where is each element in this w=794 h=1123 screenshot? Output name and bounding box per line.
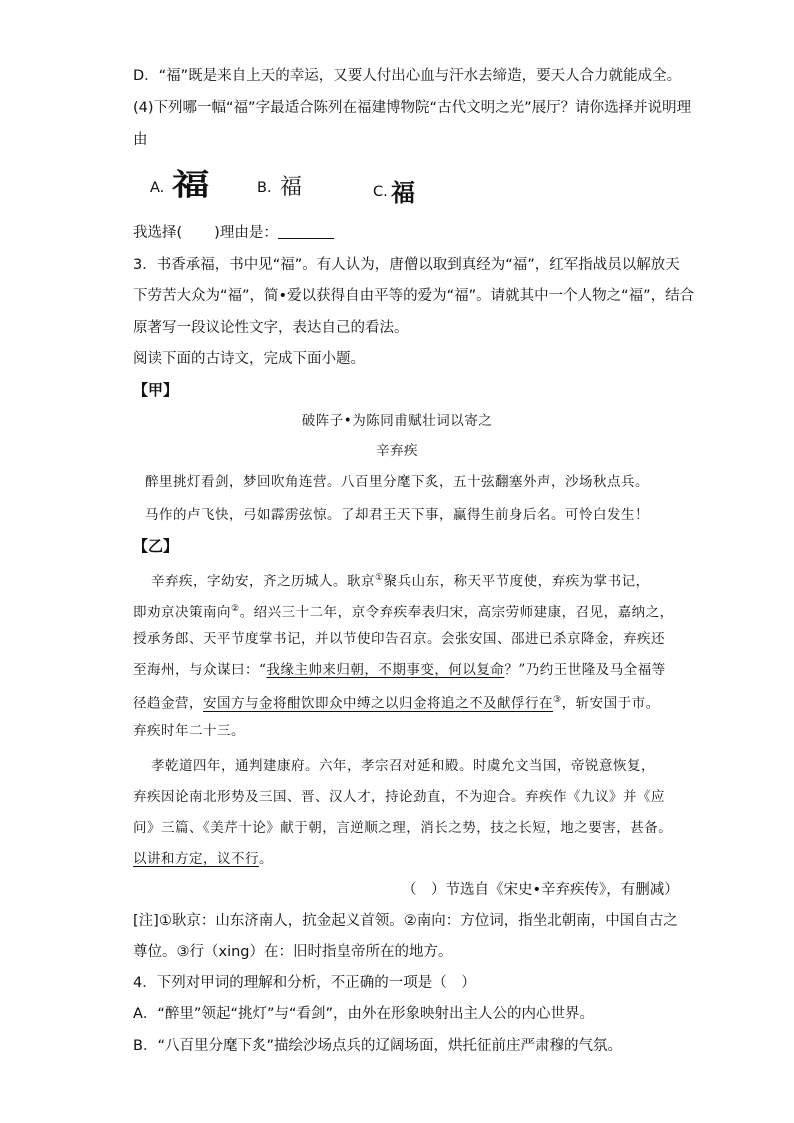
fu-regular-script-image: 福 (280, 175, 303, 200)
note-line-1: [注]①耿京：山东济南人，抗金起义首领。②南向：方位词，指坐北朝南，中国自古之 (133, 913, 678, 929)
poem-line-2: 马作的卢飞快，弓如霹雳弦惊。了却君王天下事，赢得生前身后名。可怜白发生！ (145, 507, 649, 523)
option-a-label: A. (150, 180, 165, 196)
option-d: D．“福”既是来自上天的幸运，又要人付出心血与汗水去缔造，要天人合力就能成全。 (133, 68, 682, 84)
fu-clerical-script-image: 福 (391, 178, 415, 207)
question-3-line-1: 3．书香承福，书中见“福”。有人认为，唐僧以取到真经为“福”，红军指战员以解放天 (133, 257, 680, 273)
prose-p2-line-2: 弃疾因论南北形势及三国、晋、汉人才，持论劲直，不为迎合。弃疾作《九议》并《应 (133, 789, 665, 805)
section-yi-heading: 【乙】 (133, 537, 179, 555)
poem-author: 辛弃疾 (376, 443, 418, 459)
prose-p1-line-2: 即劝京决策南向②。绍兴三十二年，京令弃疾奉表归宋，高宗劳师建康，召见，嘉纳之， (133, 604, 674, 621)
underlined-sentence-2: 安国方与金将酣饮即众中缚之以归金将追之不及献俘行在 (203, 695, 553, 712)
prose-p2-line-4: 以讲和方定，议不行。 (133, 851, 273, 867)
question-4-heading: 4．下列对甲词的理解和分析，不正确的一项是（ ） (133, 975, 476, 991)
question-4-stem-cont: 由 (133, 132, 148, 148)
note-line-2: 尊位。③行（xing）在：旧时指皇帝所在的地方。 (133, 944, 453, 960)
prose-p1-line-4: 至海州，与众谋曰：“我缘主帅来归朝，不期事变，何以复命？”乃约王世隆及马全福等 (133, 662, 666, 678)
prose-p1-line-3: 授承务郎、天平节度掌书记，并以节使印告召京。会张安国、邵进已杀京降金，弃疾还 (133, 631, 665, 647)
underlined-sentence-1: 我缘主帅来归朝，不期事变，何以复命 (266, 662, 505, 678)
poem-line-1: 醉里挑灯看剑，梦回吹角连营。八百里分麾下炙，五十弦翻塞外声，沙场秋点兵。 (145, 474, 649, 490)
reading-instruction: 阅读下面的古诗文，完成下面小题。 (133, 351, 365, 367)
answer-blank[interactable] (278, 224, 334, 239)
prose-p1-line-6: 弃疾时年二十三。 (133, 723, 245, 739)
question-3-line-3: 原著写一段议论性文字，表达自己的看法。 (133, 320, 409, 336)
fu-seal-script-image: 福 (172, 168, 210, 203)
question-4-option-a: A．“醉里”领起“挑灯”与“看剑”，由外在形象映射出主人公的内心世界。 (133, 1006, 594, 1022)
prose-p2-line-1: 孝乾道四年，通判建康府。六年，孝宗召对延和殿。时虞允文当国，帝锐意恢复， (151, 758, 655, 774)
prose-p1-line-1: 辛弃疾，字幼安，齐之历城人。耿京①聚兵山东，称天平节度使，弃疾为掌书记， (151, 573, 650, 590)
question-4-option-b: B．“八百里分麾下炙”描绘沙场点兵的辽阔场面，烘托征前庄严肃穆的气氛。 (133, 1038, 622, 1054)
underlined-sentence-3: 以讲和方定，议不行 (133, 851, 259, 867)
question-4-stem: (4)下列哪一幅“福”字最适合陈列在福建博物院“古代文明之光”展厅？请你选择并说明理 (133, 100, 692, 116)
poem-title: 破阵子•为陈同甫赋壮词以寄之 (301, 413, 493, 429)
question-3-line-2: 下劳苦大众为“福”，简•爱以获得自由平等的爱为“福”。请就其中一个人物之“福”，结合 (133, 288, 695, 304)
prose-p2-line-3: 问》三篇、《美芹十论》献于朝，言逆顺之理，消长之势，技之长短，地之要害，甚备。 (133, 820, 673, 836)
option-b-label: B. (257, 180, 272, 196)
prose-p1-line-5: 径趋金营，安国方与金将酣饮即众中缚之以归金将追之不及献俘行在③，斩安国于市。 (133, 695, 660, 712)
section-jia-heading: 【甲】 (133, 381, 179, 399)
answer-choice-line: 我选择( )理由是： (133, 223, 334, 243)
source-citation: （ ）节选自《宋史•辛弃疾传》，有删减） (402, 882, 679, 898)
option-c-label: C. (373, 184, 388, 200)
